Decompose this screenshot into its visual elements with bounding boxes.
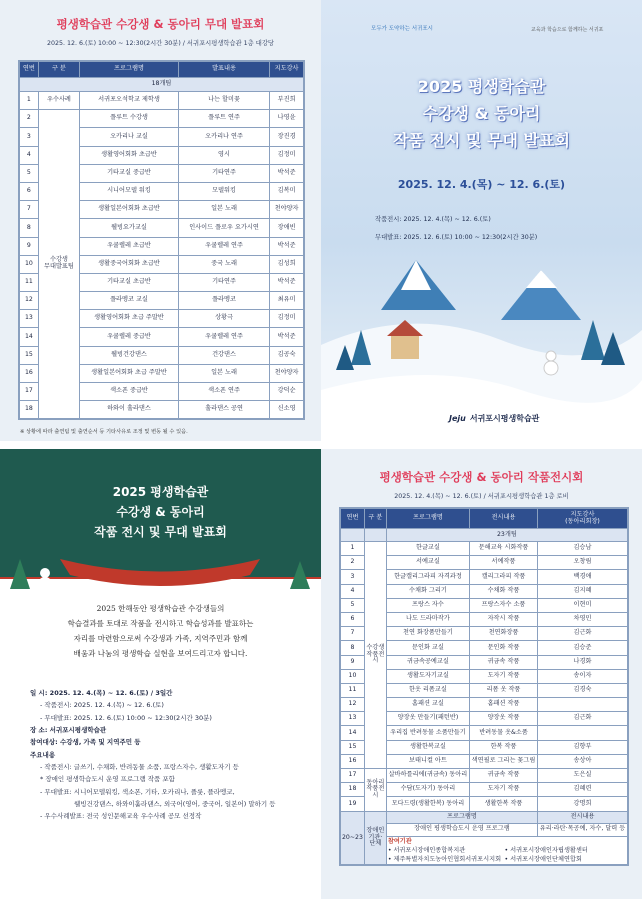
cell: 12 bbox=[341, 698, 365, 712]
cell: 서예작품 bbox=[470, 556, 538, 570]
cell: 플라멩코 교실 bbox=[80, 292, 179, 310]
cell bbox=[341, 529, 365, 542]
cell: 13 bbox=[341, 712, 365, 726]
cell: 리폼 옷 작품 bbox=[470, 683, 538, 697]
info-line: 장 소: 서귀포시평생학습관 bbox=[30, 726, 107, 735]
cell: 2 bbox=[341, 556, 365, 570]
info-line: - 우수사례발표: 전국 성인문해교육 우수사례 공모 선정작 bbox=[40, 812, 202, 821]
cell: 우쿨렐레 연주 bbox=[178, 237, 269, 255]
cell: 김공숙 bbox=[270, 346, 304, 364]
poster-title-3: 작품 전시 및 무대 발표회 bbox=[393, 131, 570, 150]
cell: 천연 화장품만들기 bbox=[386, 627, 469, 641]
col-header: 지도강사 (동아리회장) bbox=[537, 509, 627, 529]
cell: 프랑스자수 소품 bbox=[470, 598, 538, 612]
cell: 수채화 그리기 bbox=[386, 584, 469, 598]
cell: 보태니컬 아트 bbox=[386, 754, 469, 768]
cell: 17 bbox=[20, 383, 39, 401]
cell: 4 bbox=[341, 584, 365, 598]
intro-line: 자리를 마련함으로써 수강생과 가족, 지역주민과 함께 bbox=[73, 634, 248, 643]
table-row bbox=[20, 110, 304, 128]
info-line: - 작품전시: 2025. 12. 4.(목) ~ 12. 6.(토) bbox=[40, 701, 164, 710]
info-line: - 무대발표: 시니어모델워킹, 색소폰, 기타, 오카리나, 플룻, 플라멩코, bbox=[40, 787, 235, 796]
cell bbox=[537, 726, 627, 740]
cell: 프랑스 자수 bbox=[386, 598, 469, 612]
panel-stage-schedule bbox=[0, 0, 321, 441]
cell: 15 bbox=[341, 740, 365, 754]
cell: 8 bbox=[341, 641, 365, 655]
cell: 6 bbox=[20, 182, 39, 200]
cell: 웰빙건강댄스 bbox=[80, 346, 179, 364]
group-cell: 수강생 무대발표팀 bbox=[38, 110, 79, 419]
table-row bbox=[341, 811, 628, 823]
cell: 문인화 교실 bbox=[386, 641, 469, 655]
cell: 차영민 bbox=[537, 612, 627, 626]
cell: 도자기 작품 bbox=[470, 669, 538, 683]
cell: 유리·라탄·목공예, 자수, 달력 등 bbox=[537, 823, 627, 836]
cell: 인사이드 플로우 요가시연 bbox=[178, 219, 269, 237]
cell: 3 bbox=[20, 128, 39, 146]
cell: 영시 bbox=[178, 146, 269, 164]
cell: 생활영어회화 초급 주말반 bbox=[80, 310, 179, 328]
cell bbox=[537, 698, 627, 712]
cell: 9 bbox=[341, 655, 365, 669]
cell: 나는 할미꽃 bbox=[178, 92, 269, 110]
cell: 김승준 bbox=[537, 641, 627, 655]
cell: 김혜련 bbox=[537, 783, 627, 797]
cell: 살바하를리에(귀금속) 동아리 bbox=[386, 769, 469, 783]
cell: 한글캘리그라피 자격과정 bbox=[386, 570, 469, 584]
panel-poster bbox=[321, 0, 642, 441]
cell: 오창림 bbox=[537, 556, 627, 570]
cell: 상황극 bbox=[178, 310, 269, 328]
table-row bbox=[341, 769, 628, 783]
cell: 우쿨렐레 연주 bbox=[178, 328, 269, 346]
cell: 웰빙요가교실 bbox=[80, 219, 179, 237]
cell: 홈패션 작품 bbox=[470, 698, 538, 712]
cell: 하와이 훌라댄스 bbox=[80, 401, 179, 419]
cell: 색연필로 그리는 꽃그림 bbox=[470, 754, 538, 768]
poster-title-1: 2025 평생학습관 bbox=[417, 77, 546, 96]
cell: 양장옷 만들기(패턴반) bbox=[386, 712, 469, 726]
cell: 14 bbox=[341, 726, 365, 740]
cell: 수채화 작품 bbox=[470, 584, 538, 598]
cell: 천야양자 bbox=[270, 364, 304, 382]
cell: 생활일본어회화 초급 주말반 bbox=[80, 364, 179, 382]
info-line: - 무대발표: 2025. 12. 6.(토) 10:00 ~ 12:30(2시간 30분) bbox=[40, 713, 212, 722]
cell: 김정미 bbox=[270, 310, 304, 328]
cell: 1 bbox=[341, 542, 365, 556]
cell: 장애인 평생학습도시 운영 프로그램 bbox=[386, 823, 537, 836]
group-row bbox=[20, 78, 304, 92]
cell: 백경애 bbox=[537, 570, 627, 584]
group-label: 18개팀 bbox=[20, 78, 304, 92]
ribbon-illustration bbox=[0, 539, 321, 599]
cell: 천야양자 bbox=[270, 201, 304, 219]
cell: 중국 노래 bbox=[178, 255, 269, 273]
overview-title-2: 수강생 & 동아리 bbox=[116, 505, 205, 519]
stage-table bbox=[18, 60, 305, 420]
panel-overview bbox=[0, 449, 321, 899]
cell: 8 bbox=[20, 219, 39, 237]
cell: 19 bbox=[341, 797, 365, 811]
cell: 신소영 bbox=[270, 401, 304, 419]
cell: 모다드령(생활한복) 동아리 bbox=[386, 797, 469, 811]
cell: 박석준 bbox=[270, 328, 304, 346]
poster-title-2: 수강생 & 동아리 bbox=[422, 104, 541, 123]
cell: 김정미 bbox=[270, 146, 304, 164]
cell: 반려동물 옷&소품 bbox=[470, 726, 538, 740]
col-header: 전시내용 bbox=[470, 509, 538, 529]
cell: 생활한복교실 bbox=[386, 740, 469, 754]
cell: 12 bbox=[20, 292, 39, 310]
cell: 기타교실 초급반 bbox=[80, 273, 179, 291]
cell: 김근화 bbox=[537, 712, 627, 726]
cell: 생활도자기교실 bbox=[386, 669, 469, 683]
cell: 수담(도자기) 동아리 bbox=[386, 783, 469, 797]
group-label: 23개팀 bbox=[386, 529, 627, 542]
cell: 오카리나 교실 bbox=[80, 128, 179, 146]
cell: 우수사례 bbox=[38, 92, 79, 110]
cell: 캘리그라피 작품 bbox=[470, 570, 538, 584]
cell: 색소폰 중급반 bbox=[80, 383, 179, 401]
cell: 전시내용 bbox=[537, 811, 627, 823]
cell: 도자기 작품 bbox=[470, 783, 538, 797]
cell: 나도 드라마작가 bbox=[386, 612, 469, 626]
cell: 김승남 bbox=[537, 542, 627, 556]
cell: 자작시 작품 bbox=[470, 612, 538, 626]
overview-title-1: 2025 평생학습관 bbox=[112, 485, 209, 499]
cell: 기타연주 bbox=[178, 273, 269, 291]
panel-exhibition bbox=[321, 449, 642, 899]
poster-info-2: 무대발표: 2025. 12. 6.(토) 10:00 ~ 12:30(2시간 30분) bbox=[375, 234, 538, 241]
cell: 천연화장품 bbox=[470, 627, 538, 641]
cell: 송상아 bbox=[537, 754, 627, 768]
exhibit-table bbox=[339, 507, 629, 866]
cell: 김복미 bbox=[270, 182, 304, 200]
cell: 장애빈 bbox=[270, 219, 304, 237]
cell: 한복 작품 bbox=[470, 740, 538, 754]
cell: 김성희 bbox=[270, 255, 304, 273]
cell: 문인화 작품 bbox=[470, 641, 538, 655]
cell: 1 bbox=[20, 92, 39, 110]
cell: 모델워킹 bbox=[178, 182, 269, 200]
cell: 장진경 bbox=[270, 128, 304, 146]
col-header: 연번 bbox=[20, 62, 39, 78]
cell: 프로그램명 bbox=[386, 811, 537, 823]
orgs-cell bbox=[386, 836, 627, 865]
col-header: 구 분 bbox=[38, 62, 79, 78]
cell: 일본 노래 bbox=[178, 201, 269, 219]
info-line: * 장애인 평생학습도시 운영 프로그램 작품 포함 bbox=[40, 775, 175, 784]
cell: 11 bbox=[20, 273, 39, 291]
cell: 박석준 bbox=[270, 164, 304, 182]
cell: 김근화 bbox=[537, 627, 627, 641]
edu-logo: 교육과 학습으로 함께하는 서귀포 bbox=[531, 27, 604, 33]
cell: 7 bbox=[341, 627, 365, 641]
cell: 색소폰 연주 bbox=[178, 383, 269, 401]
intro-text bbox=[10, 601, 311, 661]
cell: 서예교실 bbox=[386, 556, 469, 570]
intro-line: 학습결과를 토대로 작품을 전시하고 학습성과를 발표하는 bbox=[67, 619, 254, 628]
col-header: 프로그램명 bbox=[386, 509, 469, 529]
cell: 김경숙 bbox=[537, 683, 627, 697]
cell: 생활영어회화 초급반 bbox=[80, 146, 179, 164]
col-header: 연번 bbox=[341, 509, 365, 529]
cell: 훌라댄스 공연 bbox=[178, 401, 269, 419]
info-line: - 작품전시: 글쓰기, 수채화, 반려동물 소품, 프랑스자수, 생활도자기 등 bbox=[40, 763, 239, 772]
cell: 14 bbox=[20, 328, 39, 346]
cell: 7 bbox=[20, 201, 39, 219]
group-cell: 수강생 작품전시 bbox=[364, 542, 386, 769]
cell: 박석준 bbox=[270, 273, 304, 291]
cell: 기타교실 중급반 bbox=[80, 164, 179, 182]
cell: 일본 노래 bbox=[178, 364, 269, 382]
cell: 최유미 bbox=[270, 292, 304, 310]
info-list bbox=[30, 687, 276, 823]
exhibit-title: 평생학습관 수강생 & 동아리 작품전시회 bbox=[379, 470, 584, 484]
cell: 건강댄스 bbox=[178, 346, 269, 364]
poster-info-1: 작품전시: 2025. 12. 4.(목) ~ 12. 6.(토) bbox=[375, 216, 491, 223]
cell: 16 bbox=[341, 754, 365, 768]
cell: 양장옷 작품 bbox=[470, 712, 538, 726]
col-header: 프로그램명 bbox=[80, 62, 179, 78]
cell: 김향부 bbox=[537, 740, 627, 754]
cell: 귀금속 작품 bbox=[470, 769, 538, 783]
intro-line: 배움과 나눔의 평생학습 실현을 보여드리고자 합니다. bbox=[73, 649, 248, 658]
stage-subtitle: 2025. 12. 6.(토) 10:00 ~ 12:30(2시간 30분) / 서귀포시평생학습관 1층 대강당 bbox=[46, 40, 274, 47]
cell: 장애인 기관·단체 bbox=[364, 811, 386, 865]
cell: 기타연주 bbox=[178, 164, 269, 182]
cell bbox=[364, 529, 386, 542]
cell: 우쿨렐레 중급반 bbox=[80, 328, 179, 346]
group-cell: 동아리 작품전시 bbox=[364, 769, 386, 812]
org-item: • 서귀포시장애인자립생활센터 bbox=[504, 846, 588, 854]
stage-note: ※ 상황에 따라 출연팀 및 출연순서 등 기타사유로 조정 및 변동 될 수 있음. bbox=[20, 429, 188, 435]
cell: 문해교육 시화작품 bbox=[470, 542, 538, 556]
stage-title: 평생학습관 수강생 & 동아리 무대 발표회 bbox=[56, 17, 265, 31]
cell: 귀금속 작품 bbox=[470, 655, 538, 669]
info-line: 참여대상: 수강생, 가족 및 지역주민 등 bbox=[30, 738, 141, 747]
cell: 강명희 bbox=[537, 797, 627, 811]
org-name: Jeju 서귀포시평생학습관 bbox=[449, 414, 540, 423]
cell: 홈패션 교실 bbox=[386, 698, 469, 712]
cell: 9 bbox=[20, 237, 39, 255]
cell: 11 bbox=[341, 683, 365, 697]
orgs-title: 참여기관 bbox=[387, 837, 412, 845]
exhibit-subtitle: 2025. 12. 4.(목) ~ 12. 6.(토) / 서귀포시평생학습관 1층 로비 bbox=[394, 493, 569, 500]
cell: 이현미 bbox=[537, 598, 627, 612]
cell: 17 bbox=[341, 769, 365, 783]
cell: 플루트 연주 bbox=[178, 110, 269, 128]
cell: 20~23 bbox=[341, 811, 365, 865]
cell: 귀금속공예교실 bbox=[386, 655, 469, 669]
overview-title-3: 작품 전시 및 무대 발표회 bbox=[94, 525, 227, 539]
cell: 한글교실 bbox=[386, 542, 469, 556]
cell: 부진희 bbox=[270, 92, 304, 110]
cell: 플루트 수강생 bbox=[80, 110, 179, 128]
cell: 한옷 리폼교실 bbox=[386, 683, 469, 697]
cell: 송이자 bbox=[537, 669, 627, 683]
cell: 10 bbox=[20, 255, 39, 273]
cell: 18 bbox=[20, 401, 39, 419]
city-logo: 모두가 도약하는 서귀포시 bbox=[371, 26, 433, 32]
cell: 시니어모델 워킹 bbox=[80, 182, 179, 200]
cell: 18 bbox=[341, 783, 365, 797]
table-row bbox=[20, 92, 304, 110]
cell: 생활한복 작품 bbox=[470, 797, 538, 811]
cell: 2 bbox=[20, 110, 39, 128]
group-row bbox=[341, 529, 628, 542]
cell: 박석준 bbox=[270, 237, 304, 255]
cell: 도은실 bbox=[537, 769, 627, 783]
org-item: • 서귀포시장애인단체연합회 bbox=[504, 856, 582, 864]
cell: 5 bbox=[341, 598, 365, 612]
info-line: 주요내용 bbox=[30, 750, 56, 759]
table-row bbox=[341, 542, 628, 556]
cell: 강덕순 bbox=[270, 383, 304, 401]
cell: 나영윤 bbox=[270, 110, 304, 128]
cell: 생활일본어회화 초급반 bbox=[80, 201, 179, 219]
org-item: • 서귀포시장애인종합복지관 bbox=[387, 846, 466, 854]
cell: 생활중국어회화 초급반 bbox=[80, 255, 179, 273]
cell: 4 bbox=[20, 146, 39, 164]
cell: 16 bbox=[20, 364, 39, 382]
cell: 우쿨렐레 초급반 bbox=[80, 237, 179, 255]
cell: 6 bbox=[341, 612, 365, 626]
col-header: 구 분 bbox=[364, 509, 386, 529]
org-item: • 제주특별자치도농아인협회서귀포시지회 bbox=[387, 856, 502, 864]
info-line: 웰빙건강댄스, 하와이훌라댄스, 외국어(영어, 중국어, 일본어) 말하기 등 bbox=[74, 800, 276, 809]
cell: 5 bbox=[20, 164, 39, 182]
col-header: 지도강사 bbox=[270, 62, 304, 78]
cell: 13 bbox=[20, 310, 39, 328]
cell: 서귀포오석학교 제학생 bbox=[80, 92, 179, 110]
cell: 김지혜 bbox=[537, 584, 627, 598]
cell: 오카리나 연주 bbox=[178, 128, 269, 146]
cell: 15 bbox=[20, 346, 39, 364]
intro-line: 2025 한해동안 평생학습관 수강생들의 bbox=[96, 604, 225, 613]
info-line: 일 시: 2025. 12. 4.(목) ~ 12. 6.(토) / 3일간 bbox=[30, 689, 173, 697]
cell: 나경화 bbox=[537, 655, 627, 669]
cell: 10 bbox=[341, 669, 365, 683]
cell: 3 bbox=[341, 570, 365, 584]
cell: 플라멩코 bbox=[178, 292, 269, 310]
cell: 우리집 반려동물 소품만들기 bbox=[386, 726, 469, 740]
col-header: 발표내용 bbox=[178, 62, 269, 78]
poster-date: 2025. 12. 4.(목) ~ 12. 6.(토) bbox=[397, 178, 566, 191]
